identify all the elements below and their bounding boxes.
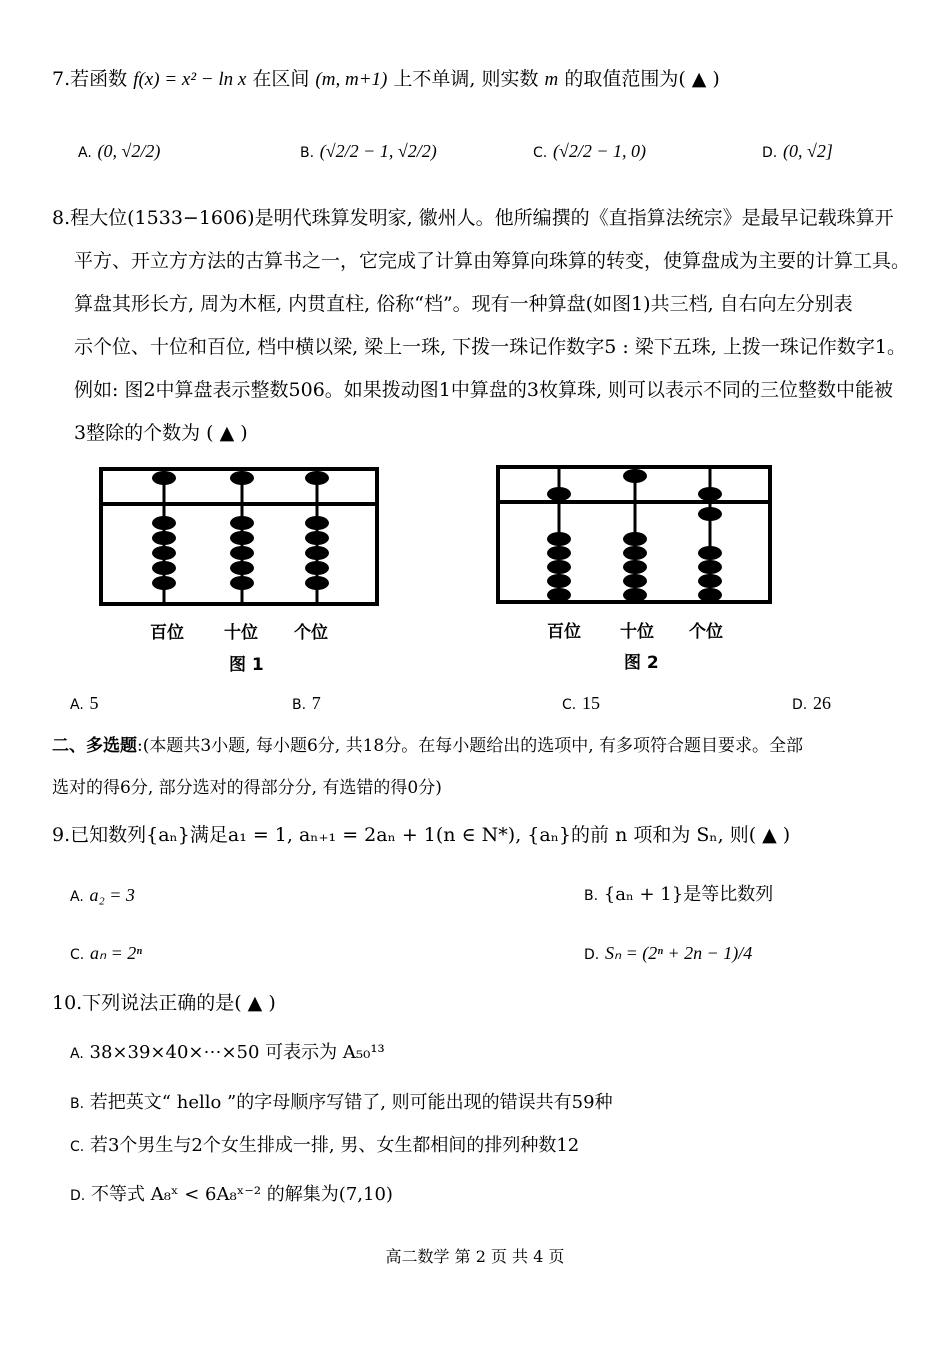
q10-text: 下列说法正确的是( ▲ ) xyxy=(82,992,276,1014)
q10-number: 10. xyxy=(52,992,83,1014)
option-label: B. xyxy=(300,145,315,161)
option-text: 若把英文“ hello ”的字母顺序写错了, 则可能出现的错误共有59种 xyxy=(89,1092,613,1113)
q9-stem xyxy=(52,822,790,848)
q8-option-a xyxy=(70,690,99,718)
option-label: A. xyxy=(78,145,92,161)
q7-number: 7. xyxy=(52,68,71,90)
q7-mid: 在区间 xyxy=(252,68,310,90)
q10-option-d xyxy=(70,1182,393,1209)
option-label: B. xyxy=(70,1096,85,1112)
q7-option-b xyxy=(300,138,437,166)
q7-option-d xyxy=(762,138,833,166)
option-text: 5 xyxy=(89,693,99,713)
q8-line-5: 例如: 图2中算盘表示整数506。如果拨动图1中算盘的3枚算珠, 则可以表示不同的三位整数中能被 xyxy=(74,379,894,401)
q8-line-4: 示个位、十位和百位, 档中横以梁, 梁上一珠, 下拨一珠记作数字5 : 梁下五珠, 上拨一珠记作数字1。 xyxy=(74,336,906,358)
rod-tens xyxy=(623,467,647,602)
q8-text: 程大位(1533−1606)是明代珠算发明家, 徽州人。他所编撰的《直指算法统宗》是最早记载珠算开 xyxy=(70,207,894,229)
fig2-caption: 图 2 xyxy=(624,653,659,673)
option-label: D. xyxy=(584,947,600,963)
q9-option-d xyxy=(584,940,752,968)
q9-option-c xyxy=(70,940,142,968)
q8-option-c xyxy=(562,690,600,718)
q10-stem xyxy=(52,990,276,1016)
q9-option-b xyxy=(584,882,773,909)
option-label: A. xyxy=(70,1046,84,1062)
q8-option-b xyxy=(292,690,321,718)
option-text: (√2/2 − 1, 0) xyxy=(552,141,646,161)
fig1-label-ones: 个位 xyxy=(294,623,328,643)
option-text: 15 xyxy=(581,693,600,713)
option-label: D. xyxy=(70,1188,86,1204)
rod-hundreds xyxy=(152,469,176,604)
q8-option-d xyxy=(792,690,831,718)
q7-function: f(x) = x² − ln x xyxy=(133,69,247,90)
abacus-figure-2 xyxy=(495,464,775,606)
section2-header xyxy=(52,733,803,759)
section2-desc-2: 选对的得6分, 部分选对的得部分分, 有选错的得0分) xyxy=(52,778,442,798)
section2-title: 二、多选题 xyxy=(52,736,137,756)
q7-post: 上不单调, 则实数 xyxy=(393,68,539,90)
option-text: 38×39×40×⋯×50 可表示为 A₅₀¹³ xyxy=(89,1042,385,1063)
q7-var: m xyxy=(544,69,559,90)
option-text: 26 xyxy=(812,693,831,713)
option-text: aₙ = 2ⁿ xyxy=(89,943,142,963)
q8-line-1 xyxy=(52,205,894,231)
rod-tens xyxy=(230,469,254,604)
q8-line-2: 平方、开立方方法的古算书之一，它完成了计算由筹算向珠算的转变，使算盘成为主要的计算工具。 xyxy=(74,250,911,272)
option-label: C. xyxy=(70,1139,85,1155)
option-label: B. xyxy=(584,888,599,904)
q9-text: 已知数列{aₙ}满足a₁ = 1, aₙ₊₁ = 2aₙ + 1(n ∈ N*), {aₙ}的前 n 项和为 Sₙ, 则( ▲ ) xyxy=(70,824,791,846)
q10-option-c xyxy=(70,1133,579,1160)
section2-desc-1: :(本题共3小题, 每小题6分, 共18分。在每小题给出的选项中, 有多项符合题目要求。全部 xyxy=(137,736,804,756)
option-label: C. xyxy=(562,697,577,713)
page-footer: 高二数学 第 2 页 共 4 页 xyxy=(385,1247,565,1266)
q7-option-c xyxy=(533,138,646,166)
option-text: (√2/2 − 1, √2/2) xyxy=(319,141,437,161)
fig1-caption: 图 1 xyxy=(229,655,264,675)
option-text: Sₙ = (2ⁿ + 2n − 1)/4 xyxy=(604,943,753,963)
fig1-label-hundreds: 百位 xyxy=(150,623,184,643)
rod-ones xyxy=(698,467,722,602)
option-label: C. xyxy=(533,145,548,161)
q7-interval: (m, m+1) xyxy=(315,69,388,90)
q8-number: 8. xyxy=(52,207,71,229)
q8-line-6: 3整除的个数为 ( ▲ ) xyxy=(74,422,248,444)
q7-pre: 若函数 xyxy=(70,68,128,90)
option-label: C. xyxy=(70,947,85,963)
option-text: (0, √2/2) xyxy=(97,141,161,161)
option-label: A. xyxy=(70,889,84,905)
option-text: (0, √2] xyxy=(782,141,833,161)
q10-option-b xyxy=(70,1090,613,1117)
option-text: {aₙ + 1}是等比数列 xyxy=(603,884,774,905)
q7-option-a xyxy=(78,138,160,166)
option-text: a₂ = 3 xyxy=(89,885,135,905)
q7-stem xyxy=(52,66,720,93)
q8-line-3: 算盘其形长方, 周为木框, 内贯直柱, 俗称“档”。现有一种算盘(如图1)共三档, 自右向左分别表 xyxy=(74,293,853,315)
option-label: B. xyxy=(292,697,307,713)
fig1-label-tens: 十位 xyxy=(224,623,258,643)
q9-option-a xyxy=(70,882,135,910)
rod-ones xyxy=(305,469,329,604)
q7-end: 的取值范围为( ▲ ) xyxy=(564,68,720,90)
fig2-label-ones: 个位 xyxy=(689,622,723,642)
option-label: D. xyxy=(762,145,778,161)
option-text: 不等式 A₈ˣ < 6A₈ˣ⁻² 的解集为(7,10) xyxy=(90,1184,393,1205)
rod-hundreds xyxy=(547,467,571,602)
option-text: 7 xyxy=(311,693,321,713)
option-text: 若3个男生与2个女生排成一排, 男、女生都相间的排列种数12 xyxy=(89,1135,580,1156)
fig2-label-hundreds: 百位 xyxy=(547,622,581,642)
fig2-label-tens: 十位 xyxy=(620,622,654,642)
option-label: D. xyxy=(792,697,808,713)
abacus-figure-1 xyxy=(98,466,382,608)
q9-number: 9. xyxy=(52,824,71,846)
option-label: A. xyxy=(70,697,84,713)
q10-option-a xyxy=(70,1040,385,1067)
